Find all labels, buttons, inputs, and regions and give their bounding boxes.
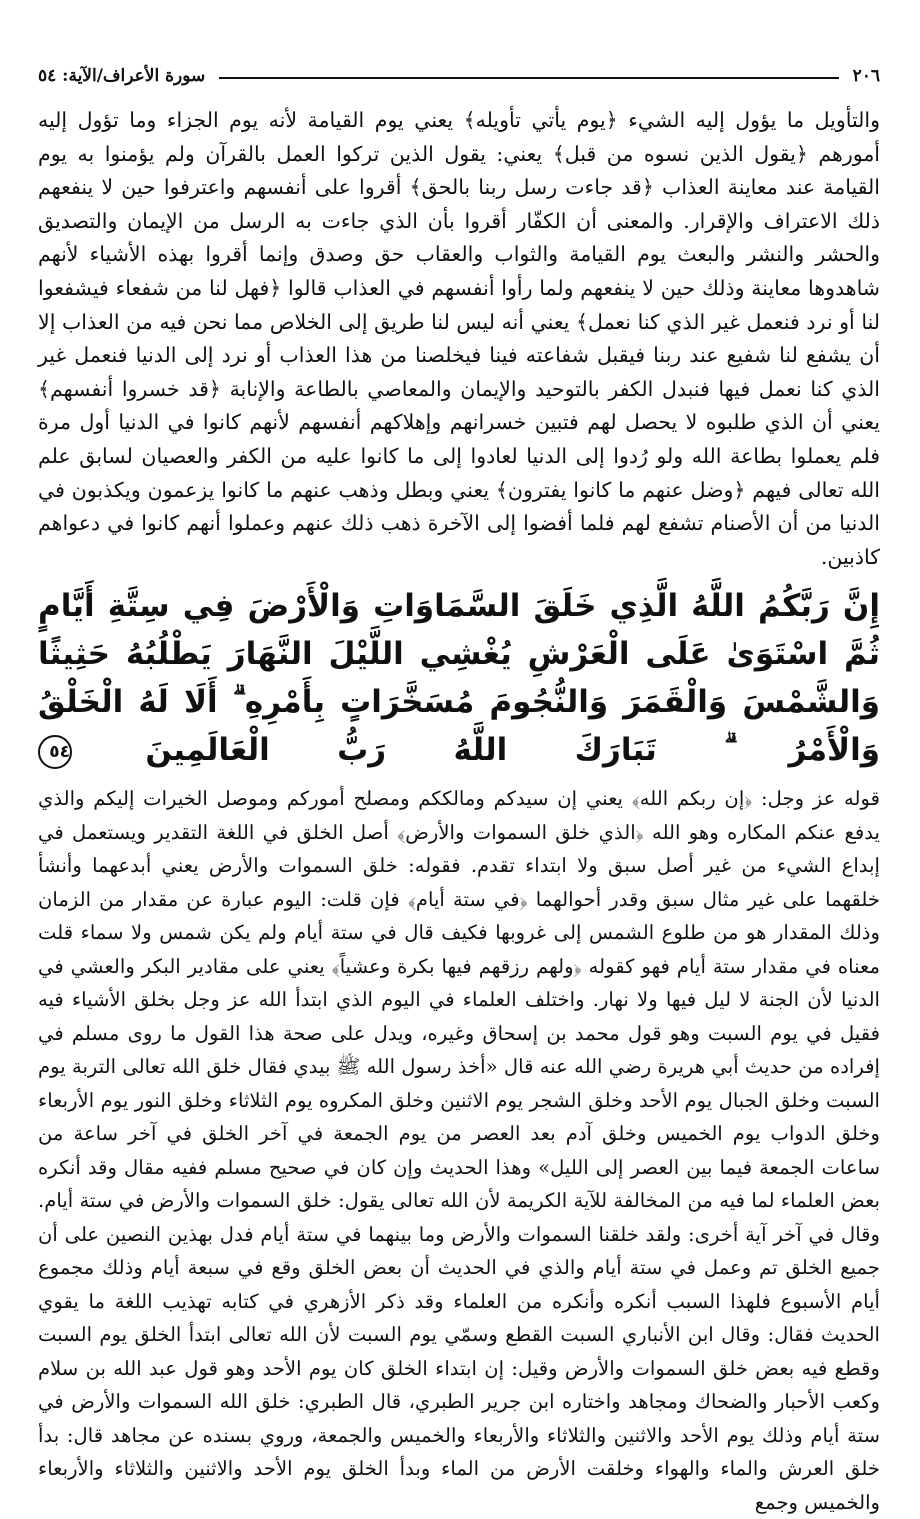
verse-number-marker: ٥٤ (38, 735, 72, 769)
running-title: سورة الأعراف/الآية: ٥٤ (38, 66, 206, 86)
commentary-paragraph-1: والتأويل ما يؤول إليه الشيء ﴿يوم يأتي تأويله﴾ يعني يوم القيامة لأنه يوم الجزاء وما تؤول إليه أمورهم ﴿يقول الذين نسوه من قبل﴾ يعني: يقول الذين تركوا العمل بالقرآن ولم يؤمنوا به يوم القيامة عند معاينة العذاب ﴿قد جاءت رسل ربنا بالحق﴾ أقروا على أنفسهم واعترفوا حين لا ينفعهم ذلك الاعتراف والإقرار. والمعنى أن الكفّار أقروا بأن الذي جاءت به الرسل من الإيمان والتصديق والحشر والنشر والبعث يوم القيامة والثواب والعقاب حق وصدق وإنما أقروا بهذه الأشياء لأنهم شاهدوها معاينة وذلك حين لا ينفعهم ولما رأوا أنفسهم في العذاب قالوا ﴿فهل لنا من شفعاء فيشفعوا لنا أو نرد فنعمل غير الذي كنا نعمل﴾ يعني أنه ليس لنا طريق إلى الخلاص مما نحن فيه من العذاب إلا أن يشفع لنا شفيع عند ربنا فيقبل شفاعته فينا فيخلصنا من هذا العذاب أو نرد إلى الدنيا فنعمل غير الذي كنا نعمل فيها فنبدل الكفر بالتوحيد والإيمان والمعاصي بالطاعة والإنابة ﴿قد خسروا أنفسهم﴾ يعني أن الذي طلبوه لا يحصل لهم فتبين خسرانهم وإهلاكهم أنفسهم لأنهم كانوا في الدنيا أول مرة فلم يعملوا بطاعة الله ولو رُدوا إلى الدنيا لعادوا إلى ما كانوا عليه من الكفر والعصيان لسابق علم الله تعالى فيهم ﴿وضل عنهم ما كانوا يفترون﴾ يعني وبطل وذهب عنهم ما كانوا يزعمون ويكذبون في الدنيا من أن الأصنام تشفع لهم فلما أفضوا إلى الآخرة ذهب ذلك عنهم وعملوا أنهم كانوا في دعواهم كاذبين. (38, 108, 880, 569)
page-number: ٢٠٦ (852, 66, 880, 86)
page-header (38, 52, 880, 86)
quran-verse (38, 582, 880, 774)
commentary-paragraph-2: قوله عز وجل: ﴿إن ربكم الله﴾ يعني إن سيدكم ومالككم ومصلح أموركم وموصل الخيرات إليكم والذي يدفع عنكم المكاره وهو الله ﴿الذي خلق السموات والأرض﴾ أصل الخلق في اللغة التقدير ويستعمل في إبداع الشيء من غير أصل سبق ولا ابتداء تقدم. فقوله: خلق السموات والأرض يعني أبدعهما وأنشأ خلقهما على غير مثال سبق وقدر أحوالهما ﴿في ستة أيام﴾ فإن قلت: اليوم عبارة عن مقدار من الزمان وذلك المقدار هو من طلوع الشمس إلى غروبها فكيف قال في ستة أيام ولم يكن شمس ولا سماء قلت معناه في مقدار ستة أيام فهو كقوله ﴿ولهم رزقهم فيها بكرة وعشياً﴾ يعني على مقادير البكر والعشي في الدنيا لأن الجنة لا ليل فيها ولا نهار. واختلف العلماء في اليوم الذي ابتدأ الله عز وجل بخلق الأشياء فيه فقيل في يوم السبت وهو قول محمد بن إسحاق وغيره، ويدل على صحة هذا القول ما روى مسلم في إفراده من حديث أبي هريرة رضي الله عنه قال «أخذ رسول الله ﷺ بيدي فقال خلق الله تعالى التربة يوم السبت وخلق الجبال يوم الأحد وخلق الشجر يوم الاثنين وخلق المكروه يوم الثلاثاء وخلق النور يوم الأربعاء وخلق الدواب يوم الخميس وخلق آدم بعد العصر من يوم الجمعة في آخر الخلق في آخر ساعة من ساعات الجمعة فيما بين العصر إلى الليل» وهذا الحديث وإن كان في صحيح مسلم ففيه مقال وقد أنكره بعض العلماء لما فيه من المخالفة للآية الكريمة لأن الله تعالى يقول: خلق السموات والأرض في ستة أيام. وقال في آخر آية أخرى: ولقد خلقنا السموات والأرض وما بينهما في ستة أيام فدل بهذين النصين على أن جميع الخلق تم وعمل في ستة أيام والذي في الحديث أن بعض الخلق وقع في سبعة أيام وذلك مجموع أيام الأسبوع فلهذا السبب أنكره وأنكره من العلماء وقد ذكر الأزهري في كتابه تهذيب اللغة ما يقوي الحديث فقال: وقال ابن الأنباري السبت القطع وسمّي يوم السبت لأن الله تعالى ابتدأ الخلق يوم السبت وقطع فيه بعض خلق السموات والأرض وقيل: إن ابتداء الخلق كان يوم الأحد وهو قول عبد الله بن سلام وكعب الأحبار والضحاك ومجاهد واختاره ابن جرير الطبري، قال الطبري: خلق الله السموات والأرض في ستة أيام وذلك يوم الأحد والاثنين والثلاثاء والأربعاء والخميس والجمعة، وروي بسنده عن مجاهد قال: بدأ خلق العرش والماء والهواء وخلقت الأرض من الماء وبدأ الخلق يوم الأحد والاثنين والثلاثاء والأربعاء والخميس وجمع (38, 787, 880, 1514)
main-text (38, 104, 880, 1519)
verse-text: إِنَّ رَبَّكُمُ اللَّهُ الَّذِي خَلَقَ السَّمَاوَاتِ وَالْأَرْضَ فِي سِتَّةِ أَيَّامٍ ثُمَّ اسْتَوَىٰ عَلَى الْعَرْشِ يُغْشِي اللَّيْلَ النَّهَارَ يَطْلُبُهُ حَثِيثًا وَالشَّمْسَ وَالْقَمَرَ وَالنُّجُومَ مُسَخَّرَاتٍ بِأَمْرِهِ ۗ أَلَا لَهُ الْخَلْقُ وَالْأَمْرُ ۗ تَبَارَكَ اللَّهُ رَبُّ الْعَالَمِينَ (38, 588, 880, 769)
header-rule (219, 77, 838, 79)
